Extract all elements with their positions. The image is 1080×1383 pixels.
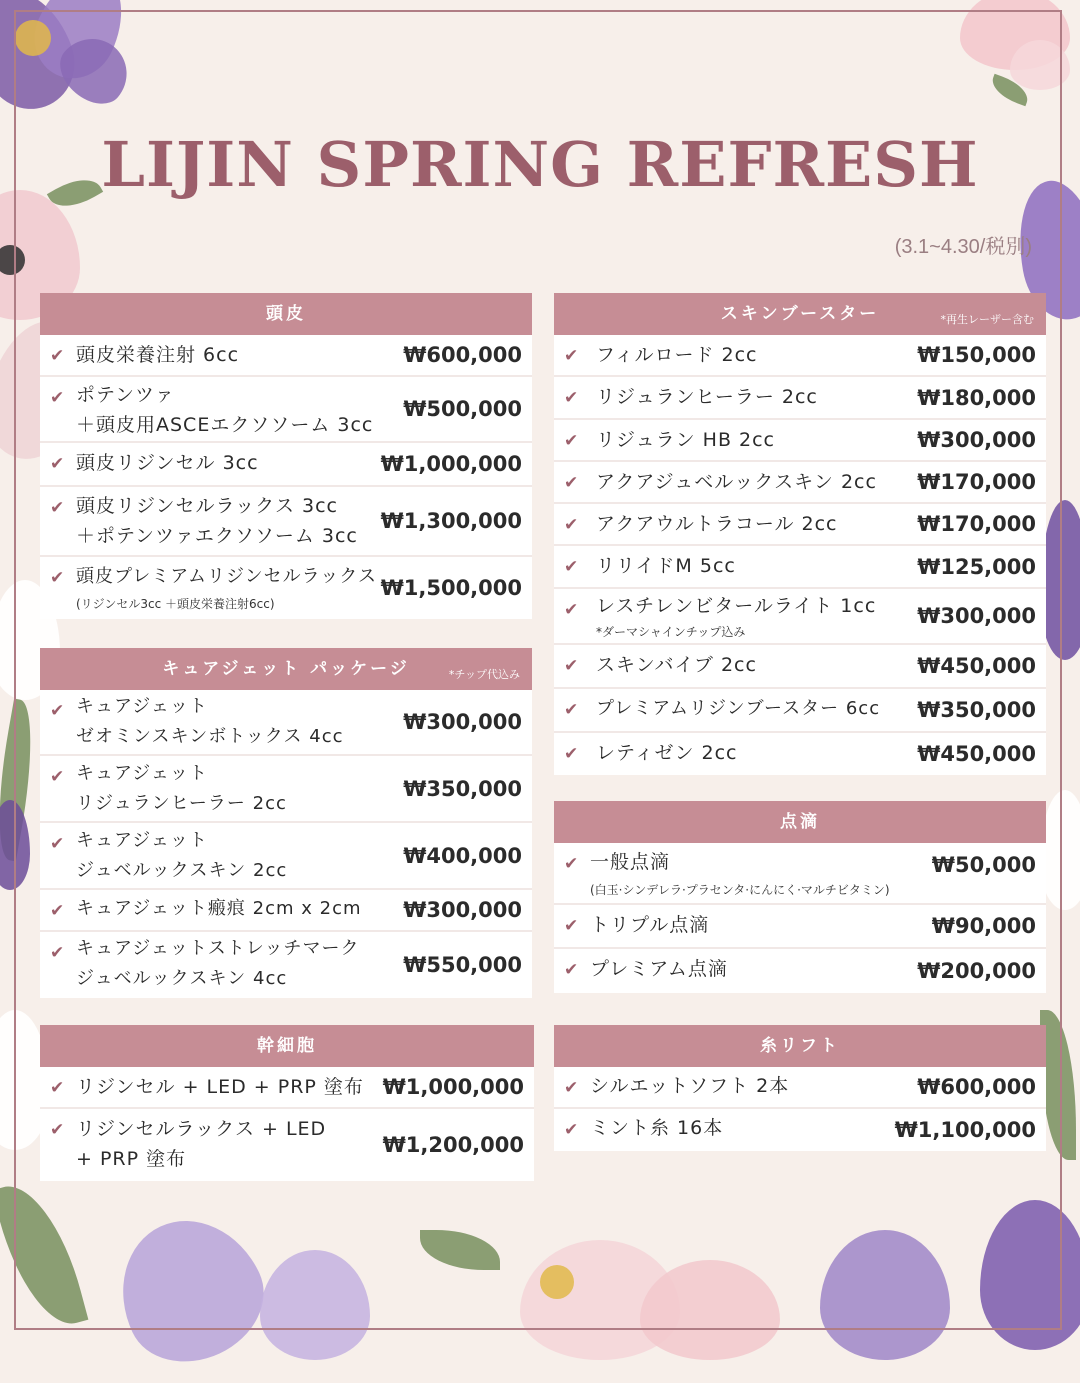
item-price: ₩1,000,000 xyxy=(382,1075,524,1099)
item-name-line1: キュアジェット xyxy=(76,696,208,717)
item-name: スキンバイブ 2cc xyxy=(596,654,757,676)
item-name xyxy=(76,380,373,440)
check-icon: ✔ xyxy=(564,700,579,720)
curejet-panel xyxy=(40,648,532,998)
item-note: *ダーマシャインチップ込み xyxy=(596,625,746,639)
item-name-line2: ＋ポテンツァエクソソーム 3cc xyxy=(76,525,358,547)
page-title: LIJIN SPRING REFRESH xyxy=(101,128,979,201)
check-icon: ✔ xyxy=(564,656,579,676)
check-icon: ✔ xyxy=(564,346,579,366)
item-name: リリイドM 5cc xyxy=(596,555,736,577)
item-price: ₩450,000 xyxy=(917,654,1036,678)
item-price: ₩200,000 xyxy=(917,959,1036,983)
menu-item xyxy=(554,462,1046,504)
item-name: リジュラン HB 2cc xyxy=(596,429,776,451)
item-name-line1: キュアジェットストレッチマーク xyxy=(76,938,360,959)
menu-item xyxy=(554,335,1046,377)
item-name-line2: リジュランヒーラー 2cc xyxy=(76,793,287,814)
menu-item xyxy=(554,1109,1046,1151)
item-name-line2: ゼオミンスキンボトックス 4cc xyxy=(76,726,344,747)
check-icon: ✔ xyxy=(564,515,579,535)
drip-panel xyxy=(554,801,1046,993)
scalp-panel xyxy=(40,293,532,619)
item-name xyxy=(76,826,287,886)
item-name xyxy=(76,491,358,551)
item-name: 頭皮プレミアムリジンセルラックス xyxy=(76,566,378,587)
item-name-line1: キュアジェット xyxy=(76,763,208,784)
menu-item xyxy=(554,589,1046,645)
check-icon: ✔ xyxy=(50,701,65,721)
item-name: プレミアムリジンブースター 6cc xyxy=(596,698,881,719)
check-icon: ✔ xyxy=(50,834,65,854)
item-price: ₩300,000 xyxy=(403,710,522,734)
item-price: ₩350,000 xyxy=(403,776,522,801)
menu-item xyxy=(554,689,1046,733)
item-price: ₩600,000 xyxy=(917,1075,1036,1099)
menu-item xyxy=(554,377,1046,420)
menu-item xyxy=(40,487,532,557)
check-icon: ✔ xyxy=(50,901,65,921)
menu-item xyxy=(554,949,1046,993)
item-name: キュアジェット瘢痕 2cm x 2cm xyxy=(76,898,362,919)
check-icon: ✔ xyxy=(564,431,579,451)
check-icon: ✔ xyxy=(564,557,579,577)
item-name-line2: ジュベルックスキン 4cc xyxy=(76,968,288,989)
item-price: ₩90,000 xyxy=(931,914,1036,938)
item-name-line1: キュアジェット xyxy=(76,830,208,851)
check-icon: ✔ xyxy=(564,473,579,493)
check-icon: ✔ xyxy=(50,943,65,963)
panel-note: *再生レーザー含む xyxy=(940,313,1034,326)
item-price: ₩400,000 xyxy=(403,843,522,868)
check-icon: ✔ xyxy=(50,498,65,518)
panel-title-text: キュアジェット パッケージ xyxy=(162,659,410,679)
item-name-line1: 頭皮リジンセルラックス 3cc xyxy=(76,495,338,517)
item-price: ₩350,000 xyxy=(917,698,1036,722)
item-note: (白玉·シンデレラ·プラセンタ·にんにく·マルチビタミン) xyxy=(590,883,890,897)
item-price: ₩50,000 xyxy=(931,853,1036,877)
check-icon: ✔ xyxy=(564,600,579,620)
item-name: ミント糸 16本 xyxy=(590,1117,724,1139)
panel-title: 幹細胞 xyxy=(40,1025,534,1067)
menu-item xyxy=(40,932,532,998)
item-name: リジュランヒーラー 2cc xyxy=(596,386,818,408)
panel-title: 点滴 xyxy=(554,801,1046,843)
item-name: フィルロード 2cc xyxy=(596,344,758,366)
item-price: ₩1,300,000 xyxy=(380,509,522,533)
check-icon: ✔ xyxy=(564,1120,579,1140)
item-name: リジンセル + LED + PRP 塗布 xyxy=(76,1076,364,1098)
menu-item xyxy=(554,546,1046,589)
panel-title xyxy=(554,293,1046,335)
item-name-line2: ＋頭皮用ASCEエクソソーム 3cc xyxy=(76,414,374,436)
menu-item xyxy=(40,557,532,619)
item-name xyxy=(76,759,287,819)
item-name: プレミアム点滴 xyxy=(590,958,728,980)
check-icon: ✔ xyxy=(50,767,65,787)
item-name-line2: ジュベルックスキン 2cc xyxy=(76,860,288,881)
menu-item xyxy=(40,890,532,932)
item-price: ₩300,000 xyxy=(403,898,522,922)
item-name-line1: ポテンツァ xyxy=(76,384,175,406)
panel-title: 糸リフト xyxy=(554,1025,1046,1067)
menu-item xyxy=(554,1067,1046,1109)
item-price: ₩300,000 xyxy=(917,428,1036,452)
panel-title-text: スキンブースター xyxy=(720,304,880,324)
campaign-period: (3.1~4.30/税別) xyxy=(894,236,1032,258)
check-icon: ✔ xyxy=(564,1078,579,1098)
item-price: ₩1,200,000 xyxy=(382,1133,524,1157)
item-name: トリプル点滴 xyxy=(590,914,710,936)
item-name: シルエットソフト 2本 xyxy=(590,1075,790,1097)
item-name: レティゼン 2cc xyxy=(596,742,738,764)
menu-item xyxy=(40,1067,534,1109)
menu-item xyxy=(40,756,532,823)
check-icon: ✔ xyxy=(564,916,579,936)
item-price: ₩1,100,000 xyxy=(894,1118,1036,1142)
booster-panel xyxy=(554,293,1046,775)
menu-item xyxy=(40,377,532,443)
thread-lift-panel xyxy=(554,1025,1046,1151)
menu-item xyxy=(40,335,532,377)
item-price: ₩500,000 xyxy=(403,397,522,421)
stemcell-panel xyxy=(40,1025,534,1181)
item-name: レスチレンビタールライト 1cc xyxy=(596,595,877,617)
item-note: (リジンセル3cc ＋頭皮栄養注射6cc) xyxy=(76,597,275,611)
check-icon: ✔ xyxy=(50,346,65,366)
check-icon: ✔ xyxy=(50,454,65,474)
check-icon: ✔ xyxy=(564,854,579,874)
item-name: 一般点滴 xyxy=(590,851,671,873)
panel-note: *チップ代込み xyxy=(448,668,520,681)
menu-item xyxy=(554,905,1046,949)
item-price: ₩450,000 xyxy=(917,742,1036,766)
item-price: ₩550,000 xyxy=(403,953,522,977)
panel-title: 頭皮 xyxy=(40,293,532,335)
check-icon: ✔ xyxy=(564,744,579,764)
check-icon: ✔ xyxy=(50,1078,65,1098)
check-icon: ✔ xyxy=(564,960,579,980)
item-name xyxy=(76,692,344,752)
item-name: アクアジュベルックスキン 2cc xyxy=(596,471,877,493)
item-price: ₩300,000 xyxy=(917,604,1036,628)
item-price: ₩150,000 xyxy=(917,343,1036,367)
panel-title xyxy=(40,648,532,690)
menu-item xyxy=(40,690,532,756)
item-name-line1: リジンセルラックス + LED xyxy=(76,1118,327,1140)
item-name: 頭皮リジンセル 3cc xyxy=(76,452,259,474)
check-icon: ✔ xyxy=(564,388,579,408)
menu-item xyxy=(40,823,532,890)
menu-item xyxy=(554,645,1046,689)
item-name xyxy=(76,1114,326,1174)
item-name-line2: + PRP 塗布 xyxy=(76,1148,187,1170)
menu-item xyxy=(554,420,1046,462)
menu-item xyxy=(554,504,1046,546)
item-price: ₩170,000 xyxy=(917,470,1036,494)
item-price: ₩180,000 xyxy=(917,385,1036,410)
item-price: ₩600,000 xyxy=(403,343,522,367)
item-price: ₩1,500,000 xyxy=(380,576,522,600)
item-name: アクアウルトラコール 2cc xyxy=(596,513,838,535)
check-icon: ✔ xyxy=(50,568,65,588)
check-icon: ✔ xyxy=(50,1120,65,1140)
menu-item xyxy=(40,1109,534,1181)
item-price: ₩170,000 xyxy=(917,512,1036,536)
item-name xyxy=(76,934,360,994)
item-name: 頭皮栄養注射 6cc xyxy=(76,344,240,366)
item-price: ₩1,000,000 xyxy=(380,452,522,476)
check-icon: ✔ xyxy=(50,388,65,408)
menu-item xyxy=(554,733,1046,775)
item-price: ₩125,000 xyxy=(917,554,1036,579)
menu-item xyxy=(40,443,532,487)
menu-item xyxy=(554,843,1046,905)
